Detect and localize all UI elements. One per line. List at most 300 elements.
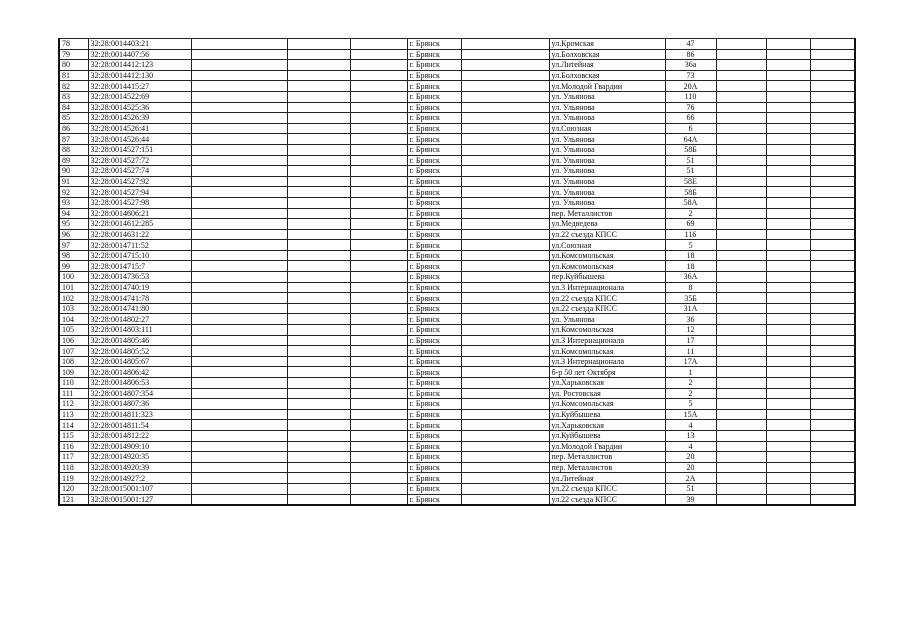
street-cell: ул.Болховская [549,70,665,81]
empty-cell [287,483,350,494]
empty-cell [716,356,766,367]
empty-cell [461,494,549,505]
street-cell: пер.Куйбышева [549,272,665,283]
empty-cell [766,356,810,367]
empty-cell [350,102,407,113]
row-number: 82 [59,81,88,92]
cadastral-number: 32:28:0014807:354 [88,388,191,399]
house-number: 36а [665,60,716,71]
house-number: 58А [665,197,716,208]
house-number: 20А [665,81,716,92]
empty-cell [716,441,766,452]
cadastral-number: 32:28:0014631:22 [88,229,191,240]
cadastral-number: 32:28:0014527:72 [88,155,191,166]
empty-cell [810,208,855,219]
row-number: 118 [59,462,88,473]
empty-cell [461,81,549,92]
empty-cell [766,123,810,134]
house-number: 64А [665,134,716,145]
house-number: 35Б [665,293,716,304]
empty-cell [350,367,407,378]
street-cell: ул.Литейная [549,473,665,484]
empty-cell [810,293,855,304]
empty-cell [287,399,350,410]
empty-cell [716,81,766,92]
empty-cell [716,176,766,187]
empty-cell [287,462,350,473]
empty-cell [766,282,810,293]
empty-cell [810,335,855,346]
house-number: 11 [665,346,716,357]
empty-cell [461,473,549,484]
empty-cell [350,60,407,71]
house-number: 2 [665,208,716,219]
empty-cell [716,134,766,145]
empty-cell [191,91,287,102]
empty-cell [766,409,810,420]
empty-cell [716,39,766,50]
cadastral-number: 32:28:0014807:36 [88,399,191,410]
table-row [59,462,855,473]
empty-cell [461,134,549,145]
city-cell: г. Брянск [407,81,461,92]
empty-cell [766,399,810,410]
empty-cell [287,144,350,155]
cadastral-number: 32:28:0014812:22 [88,430,191,441]
empty-cell [716,187,766,198]
city-cell: г. Брянск [407,208,461,219]
empty-cell [461,483,549,494]
empty-cell [716,261,766,272]
table-row [59,219,855,230]
row-number: 113 [59,409,88,420]
empty-cell [810,483,855,494]
city-cell: г. Брянск [407,293,461,304]
empty-cell [461,60,549,71]
street-cell: ул.22 съезда КПСС [549,293,665,304]
empty-cell [766,293,810,304]
city-cell: г. Брянск [407,494,461,505]
street-cell: б-р 50 лет Октября [549,367,665,378]
cadastral-number: 32:28:0014527:94 [88,187,191,198]
city-cell: г. Брянск [407,144,461,155]
empty-cell [287,473,350,484]
street-cell: ул.Молодой Гвардии [549,441,665,452]
cadastral-number: 32:28:0015001:107 [88,483,191,494]
table-row [59,335,855,346]
empty-cell [810,39,855,50]
empty-cell [287,155,350,166]
empty-cell [191,39,287,50]
empty-cell [191,113,287,124]
house-number: 51 [665,155,716,166]
empty-cell [766,314,810,325]
empty-cell [287,60,350,71]
empty-cell [810,367,855,378]
empty-cell [810,70,855,81]
house-number: 110 [665,91,716,102]
cadastral-number: 32:28:0014806:42 [88,367,191,378]
empty-cell [287,378,350,389]
empty-cell [191,155,287,166]
house-number: 17А [665,356,716,367]
empty-cell [191,240,287,251]
house-number: 69 [665,219,716,230]
empty-cell [461,261,549,272]
street-cell: ул.Комсомольская [549,346,665,357]
empty-cell [287,388,350,399]
city-cell: г. Брянск [407,409,461,420]
empty-cell [716,229,766,240]
street-cell: ул.Куйбышева [549,430,665,441]
empty-cell [350,39,407,50]
row-number: 88 [59,144,88,155]
cadastral-number: 32:28:0014715:7 [88,261,191,272]
empty-cell [766,81,810,92]
street-cell: пер. Металлистов [549,452,665,463]
empty-cell [461,409,549,420]
cadastral-number: 32:28:0014736:53 [88,272,191,283]
empty-cell [350,166,407,177]
city-cell: г. Брянск [407,39,461,50]
empty-cell [716,70,766,81]
street-cell: ул. Ульянова [549,102,665,113]
empty-cell [810,314,855,325]
empty-cell [350,81,407,92]
row-number: 90 [59,166,88,177]
empty-cell [810,346,855,357]
table-row [59,378,855,389]
cadastral-number: 32:28:0014711:52 [88,240,191,251]
cadastral-number: 32:28:0014805:67 [88,356,191,367]
street-cell: ул.3 Интернационала [549,335,665,346]
row-number: 111 [59,388,88,399]
address-registry-table [58,38,856,506]
empty-cell [350,134,407,145]
house-number: 5 [665,240,716,251]
street-cell: ул. Ульянова [549,113,665,124]
empty-cell [350,473,407,484]
street-cell: пер. Металлистов [549,462,665,473]
cadastral-number: 32:28:0014740:19 [88,282,191,293]
empty-cell [350,49,407,60]
house-number: 58Б [665,187,716,198]
empty-cell [461,346,549,357]
empty-cell [287,441,350,452]
empty-cell [766,113,810,124]
empty-cell [461,388,549,399]
empty-cell [716,452,766,463]
empty-cell [461,102,549,113]
empty-cell [716,367,766,378]
empty-cell [287,113,350,124]
table-row [59,250,855,261]
empty-cell [350,219,407,230]
empty-cell [810,409,855,420]
empty-cell [766,102,810,113]
empty-cell [716,494,766,505]
table-row [59,282,855,293]
table-row [59,208,855,219]
row-number: 120 [59,483,88,494]
street-cell: ул.Комсомольская [549,399,665,410]
empty-cell [191,176,287,187]
empty-cell [716,388,766,399]
empty-cell [191,197,287,208]
row-number: 86 [59,123,88,134]
cadastral-number: 32:28:0014525:36 [88,102,191,113]
empty-cell [461,282,549,293]
cadastral-number: 32:28:0014527:151 [88,144,191,155]
empty-cell [810,378,855,389]
cadastral-number: 32:28:0014415:27 [88,81,191,92]
empty-cell [810,176,855,187]
street-cell: ул.Молодой Гвардии [549,81,665,92]
empty-cell [350,70,407,81]
empty-cell [350,325,407,336]
house-number: 39 [665,494,716,505]
empty-cell [766,208,810,219]
empty-cell [766,325,810,336]
row-number: 83 [59,91,88,102]
empty-cell [461,49,549,60]
empty-cell [350,155,407,166]
street-cell: ул.22 съезда КПСС [549,303,665,314]
row-number: 106 [59,335,88,346]
street-cell: ул.Харьковская [549,420,665,431]
table-row [59,346,855,357]
street-cell: ул.Болховская [549,49,665,60]
empty-cell [810,229,855,240]
table-row [59,60,855,71]
street-cell: ул.Союзная [549,240,665,251]
empty-cell [716,473,766,484]
empty-cell [810,452,855,463]
house-number: 47 [665,39,716,50]
house-number: 86 [665,49,716,60]
house-number: 58Б [665,144,716,155]
street-cell: пер. Металлистов [549,208,665,219]
table-row [59,388,855,399]
empty-cell [810,303,855,314]
row-number: 121 [59,494,88,505]
empty-cell [191,293,287,304]
empty-cell [766,134,810,145]
empty-cell [716,409,766,420]
table-row [59,494,855,505]
empty-cell [810,187,855,198]
cadastral-number: 32:28:0014612:285 [88,219,191,230]
row-number: 89 [59,155,88,166]
row-number: 117 [59,452,88,463]
street-cell: ул. Ростовская [549,388,665,399]
empty-cell [716,219,766,230]
empty-cell [287,102,350,113]
empty-cell [350,356,407,367]
street-cell: ул.Комсомольская [549,261,665,272]
table-row [59,197,855,208]
empty-cell [287,303,350,314]
cadastral-number: 32:28:0014805:52 [88,346,191,357]
empty-cell [350,430,407,441]
city-cell: г. Брянск [407,155,461,166]
row-number: 105 [59,325,88,336]
empty-cell [810,388,855,399]
empty-cell [350,494,407,505]
empty-cell [461,356,549,367]
row-number: 107 [59,346,88,357]
empty-cell [716,303,766,314]
empty-cell [191,49,287,60]
street-cell: ул.Кромская [549,39,665,50]
empty-cell [461,314,549,325]
city-cell: г. Брянск [407,219,461,230]
empty-cell [716,60,766,71]
table-row [59,155,855,166]
empty-cell [287,367,350,378]
empty-cell [287,293,350,304]
house-number: 15А [665,409,716,420]
city-cell: г. Брянск [407,303,461,314]
empty-cell [287,250,350,261]
empty-cell [766,335,810,346]
city-cell: г. Брянск [407,166,461,177]
empty-cell [461,176,549,187]
table-row [59,176,855,187]
table-row [59,187,855,198]
empty-cell [287,197,350,208]
empty-cell [191,483,287,494]
house-number: 36А [665,272,716,283]
empty-cell [461,144,549,155]
empty-cell [461,166,549,177]
registry-body [59,39,855,506]
empty-cell [287,176,350,187]
cadastral-number: 32:28:0014811:54 [88,420,191,431]
house-number: 4 [665,441,716,452]
empty-cell [810,430,855,441]
empty-cell [350,346,407,357]
empty-cell [716,420,766,431]
empty-cell [810,49,855,60]
empty-cell [766,187,810,198]
empty-cell [287,70,350,81]
city-cell: г. Брянск [407,325,461,336]
empty-cell [810,420,855,431]
empty-cell [350,452,407,463]
empty-cell [716,49,766,60]
empty-cell [766,91,810,102]
empty-cell [350,197,407,208]
empty-cell [287,314,350,325]
empty-cell [191,335,287,346]
empty-cell [716,335,766,346]
empty-cell [350,399,407,410]
empty-cell [191,134,287,145]
empty-cell [350,420,407,431]
city-cell: г. Брянск [407,462,461,473]
empty-cell [461,250,549,261]
empty-cell [191,399,287,410]
empty-cell [766,49,810,60]
empty-cell [287,208,350,219]
street-cell: ул.Литейная [549,60,665,71]
empty-cell [716,240,766,251]
street-cell: ул.Союзная [549,123,665,134]
street-cell: ул. Ульянова [549,176,665,187]
empty-cell [766,430,810,441]
table-row [59,123,855,134]
empty-cell [766,346,810,357]
empty-cell [766,452,810,463]
table-row [59,420,855,431]
empty-cell [716,166,766,177]
empty-cell [350,282,407,293]
empty-cell [766,483,810,494]
empty-cell [810,123,855,134]
empty-cell [461,325,549,336]
street-cell: ул.Комсомольская [549,325,665,336]
table-row [59,144,855,155]
table-row [59,39,855,50]
row-number: 84 [59,102,88,113]
empty-cell [766,441,810,452]
row-number: 80 [59,60,88,71]
empty-cell [766,219,810,230]
empty-cell [716,208,766,219]
street-cell: ул. Ульянова [549,314,665,325]
empty-cell [810,91,855,102]
house-number: 20 [665,452,716,463]
empty-cell [287,335,350,346]
house-number: 20 [665,462,716,473]
cadastral-number: 32:28:0014606:21 [88,208,191,219]
row-number: 95 [59,219,88,230]
empty-cell [716,430,766,441]
city-cell: г. Брянск [407,60,461,71]
street-cell: ул. Ульянова [549,134,665,145]
empty-cell [461,219,549,230]
empty-cell [810,473,855,484]
empty-cell [716,378,766,389]
city-cell: г. Брянск [407,113,461,124]
empty-cell [350,388,407,399]
table-row [59,229,855,240]
empty-cell [350,462,407,473]
empty-cell [461,123,549,134]
empty-cell [191,123,287,134]
empty-cell [766,166,810,177]
table-row [59,70,855,81]
empty-cell [287,430,350,441]
empty-cell [716,293,766,304]
table-row [59,409,855,420]
empty-cell [191,261,287,272]
cadastral-number: 32:28:0014802:27 [88,314,191,325]
empty-cell [810,197,855,208]
empty-cell [191,303,287,314]
empty-cell [461,187,549,198]
table-row [59,473,855,484]
cadastral-number: 32:28:0014412:123 [88,60,191,71]
empty-cell [766,250,810,261]
empty-cell [350,378,407,389]
cadastral-number: 32:28:0014412:130 [88,70,191,81]
empty-cell [766,176,810,187]
empty-cell [766,229,810,240]
empty-cell [461,240,549,251]
empty-cell [350,144,407,155]
